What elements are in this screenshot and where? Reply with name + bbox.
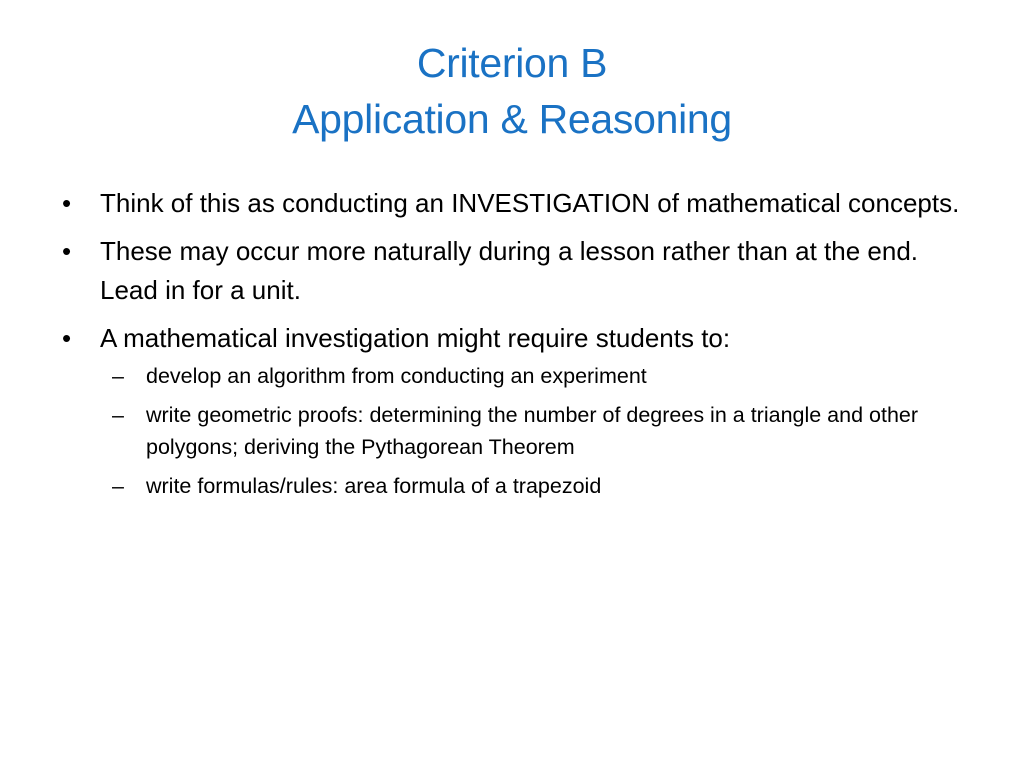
bullet-marker: • xyxy=(62,188,72,218)
sub-bullet-text: develop an algorithm from conducting an experiment xyxy=(146,364,647,388)
sub-bullet-list xyxy=(100,360,972,502)
bullet-item xyxy=(62,184,972,223)
bullet-marker: • xyxy=(62,236,72,266)
title-line-2: Application & Reasoning xyxy=(292,96,732,142)
bullet-marker: • xyxy=(62,323,72,353)
bullet-item xyxy=(62,319,972,502)
slide-title xyxy=(60,35,964,147)
sub-bullet-marker: – xyxy=(112,474,124,498)
bullet-text: Think of this as conducting an INVESTIGATION of mathematical concepts. xyxy=(100,188,960,218)
sub-bullet-item xyxy=(100,470,972,502)
sub-bullet-text: write geometric proofs: determining the number of degrees in a triangle and other polygons; deriving the Pythagorean Theorem xyxy=(146,403,919,459)
sub-bullet-marker: – xyxy=(112,403,124,427)
sub-bullet-item xyxy=(100,360,972,392)
bullet-text: A mathematical investigation might require students to: xyxy=(100,323,731,353)
bullet-text: These may occur more naturally during a lesson rather than at the end. Lead in for a unit. xyxy=(100,236,918,305)
bullet-item xyxy=(62,232,972,310)
bullet-list xyxy=(62,184,972,511)
title-line-1: Criterion B xyxy=(416,40,608,86)
sub-bullet-item xyxy=(100,399,972,463)
sub-bullet-marker: – xyxy=(112,364,124,388)
sub-bullet-text: write formulas/rules: area formula of a trapezoid xyxy=(146,474,602,498)
